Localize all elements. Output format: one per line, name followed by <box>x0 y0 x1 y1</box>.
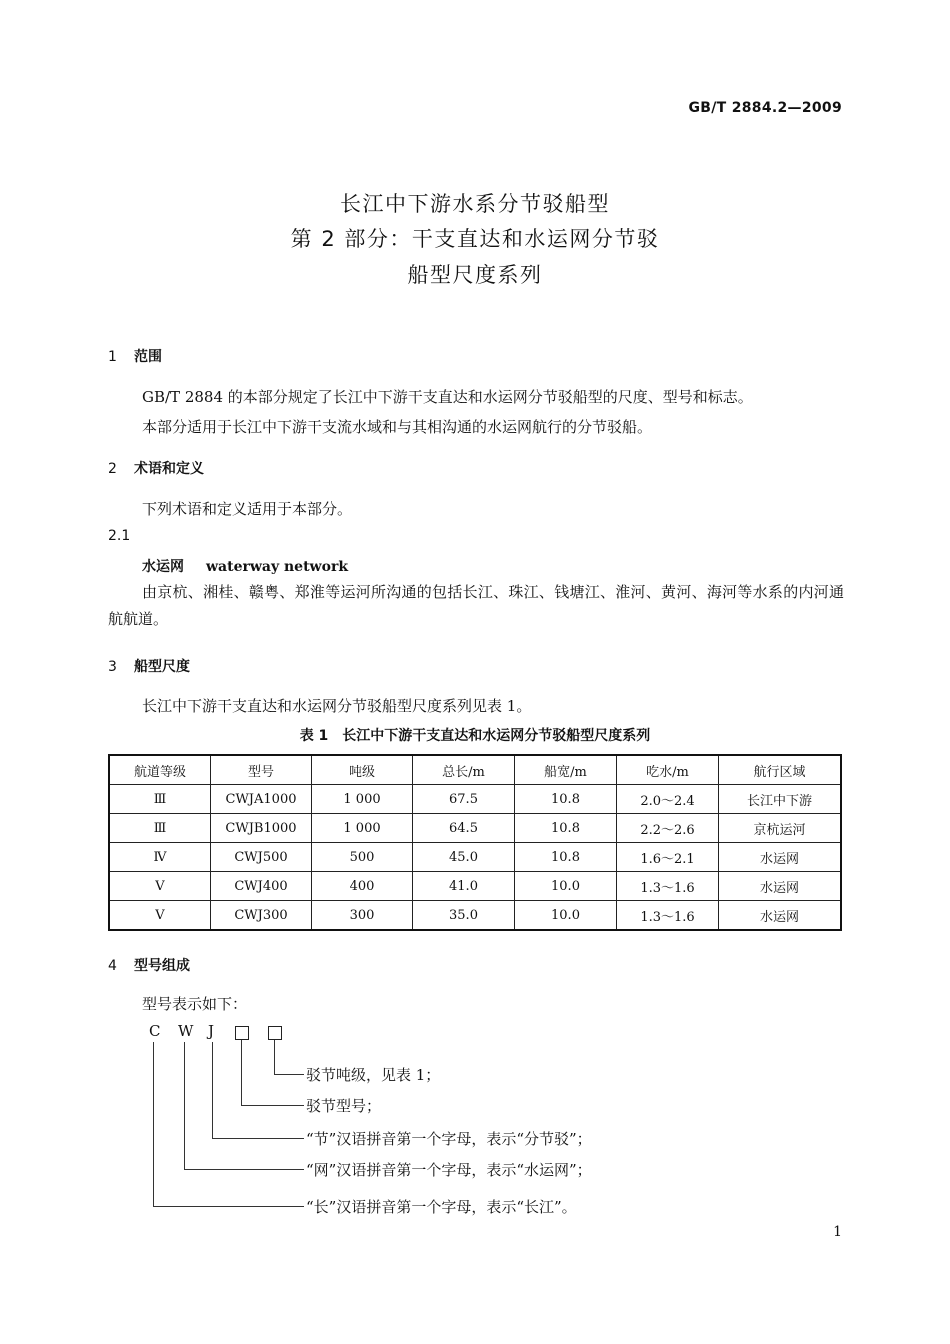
col-header: 航道等级 <box>109 755 211 785</box>
col-header: 航行区域 <box>719 755 842 785</box>
section-4-para-1: 型号表示如下： <box>142 995 248 1013</box>
title-line-2: 第 2 部分：干支直达和水运网分节驳 <box>290 227 660 251</box>
col-header: 总长/m <box>413 755 515 785</box>
ship-dimension-table <box>108 754 842 931</box>
table-cell: Ⅳ <box>109 843 211 872</box>
table-cell: 1 000 <box>312 814 413 843</box>
standard-code: GB/T 2884.2—2009 <box>688 100 842 116</box>
placeholder-box-type <box>235 1026 249 1040</box>
connector-line <box>212 1138 304 1139</box>
section-3-para-1: 长江中下游干支直达和水运网分节驳船型尺度系列见表 1。 <box>142 697 532 715</box>
table-cell: 67.5 <box>413 785 515 814</box>
section-title: 型号组成 <box>134 958 190 974</box>
connector-line <box>241 1105 304 1106</box>
table-cell: Ⅴ <box>109 872 211 901</box>
table-row <box>109 872 841 901</box>
section-title: 术语和定义 <box>134 461 204 477</box>
diagram-label-type: 驳节型号； <box>306 1097 382 1115</box>
table-cell: 2.0～2.4 <box>617 785 719 814</box>
table-cell: CWJ400 <box>211 872 312 901</box>
table-cell: 500 <box>312 843 413 872</box>
section-number: 2 <box>108 461 117 477</box>
diagram-label-c: “长”汉语拼音第一个字母，表示“长江”。 <box>306 1198 577 1216</box>
section-1-para-2: 本部分适用于长江中下游干支流水域和与其相沟通的水运网航行的分节驳船。 <box>142 418 653 436</box>
table-cell: CWJA1000 <box>211 785 312 814</box>
table-row <box>109 785 841 814</box>
diagram-label-j: “节”汉语拼音第一个字母，表示“分节驳”； <box>306 1130 592 1148</box>
table-header-row <box>109 755 841 785</box>
connector-line <box>274 1040 275 1074</box>
section-1-heading <box>108 346 162 366</box>
col-header: 船宽/m <box>515 755 617 785</box>
connector-line <box>153 1206 304 1207</box>
section-2-heading <box>108 458 204 478</box>
connector-line <box>184 1042 185 1169</box>
term-number: 2.1 <box>108 528 131 544</box>
placeholder-box-tonnage <box>268 1026 282 1040</box>
table-cell: 300 <box>312 901 413 931</box>
connector-line <box>153 1042 154 1206</box>
table-cell: 1.3～1.6 <box>617 872 719 901</box>
table-cell: 10.0 <box>515 872 617 901</box>
code-letter-c: C <box>149 1022 161 1040</box>
table-cell: 45.0 <box>413 843 515 872</box>
section-number: 3 <box>108 659 117 675</box>
table-cell: CWJB1000 <box>211 814 312 843</box>
section-number: 4 <box>108 958 117 974</box>
diagram-label-w: “网”汉语拼音第一个字母，表示“水运网”； <box>306 1161 592 1179</box>
table-row <box>109 901 841 931</box>
term-english: waterway network <box>206 559 349 575</box>
term-entry <box>142 556 348 576</box>
table-caption: 表 1 长江中下游干支直达和水运网分节驳船型尺度系列 <box>299 728 651 744</box>
table-cell: 1.6～2.1 <box>617 843 719 872</box>
table-cell: 41.0 <box>413 872 515 901</box>
table-cell: 1 000 <box>312 785 413 814</box>
title-line-1: 长江中下游水系分节驳船型 <box>340 192 610 216</box>
table-cell: 10.8 <box>515 785 617 814</box>
diagram-label-tonnage: 驳节吨级，见表 1； <box>306 1066 441 1084</box>
section-3-heading <box>108 656 190 676</box>
table-cell: 35.0 <box>413 901 515 931</box>
code-letter-j: J <box>208 1022 215 1040</box>
table-cell: 京杭运河 <box>719 814 842 843</box>
connector-line <box>184 1169 304 1170</box>
table-cell: 水运网 <box>719 843 842 872</box>
section-title: 范围 <box>134 349 162 365</box>
section-2-para-1: 下列术语和定义适用于本部分。 <box>142 500 353 518</box>
table-cell: 10.8 <box>515 814 617 843</box>
table-cell: 长江中下游 <box>719 785 842 814</box>
table-cell: Ⅲ <box>109 814 211 843</box>
page-number: 1 <box>833 1224 842 1240</box>
section-1-para-1: GB/T 2884 的本部分规定了长江中下游干支直达和水运网分节驳船型的尺度、型号和标志。 <box>142 388 753 406</box>
col-header: 型号 <box>211 755 312 785</box>
col-header: 吃水/m <box>617 755 719 785</box>
table-cell: 水运网 <box>719 901 842 931</box>
table-cell: CWJ300 <box>211 901 312 931</box>
connector-line <box>241 1040 242 1105</box>
connector-line <box>274 1074 304 1075</box>
table-cell: CWJ500 <box>211 843 312 872</box>
table-cell: 水运网 <box>719 872 842 901</box>
table-cell: Ⅲ <box>109 785 211 814</box>
term-chinese: 水运网 <box>142 559 184 575</box>
section-4-heading <box>108 955 190 975</box>
col-header: 吨级 <box>312 755 413 785</box>
section-title: 船型尺度 <box>134 659 190 675</box>
table-cell: Ⅴ <box>109 901 211 931</box>
section-number: 1 <box>108 349 117 365</box>
table-cell: 64.5 <box>413 814 515 843</box>
table-row <box>109 814 841 843</box>
table-cell: 10.0 <box>515 901 617 931</box>
table-cell: 10.8 <box>515 843 617 872</box>
table-cell: 2.2～2.6 <box>617 814 719 843</box>
title-line-3: 船型尺度系列 <box>407 263 543 287</box>
term-definition: 由京杭、湘桂、赣粤、郑淮等运河所沟通的包括长江、珠江、钱塘江、淮河、黄河、海河等水系的内河通航航道。 <box>108 583 844 628</box>
table-cell: 400 <box>312 872 413 901</box>
table-cell: 1.3～1.6 <box>617 901 719 931</box>
connector-line <box>212 1042 213 1138</box>
table-row <box>109 843 841 872</box>
code-letter-w: W <box>178 1022 194 1040</box>
